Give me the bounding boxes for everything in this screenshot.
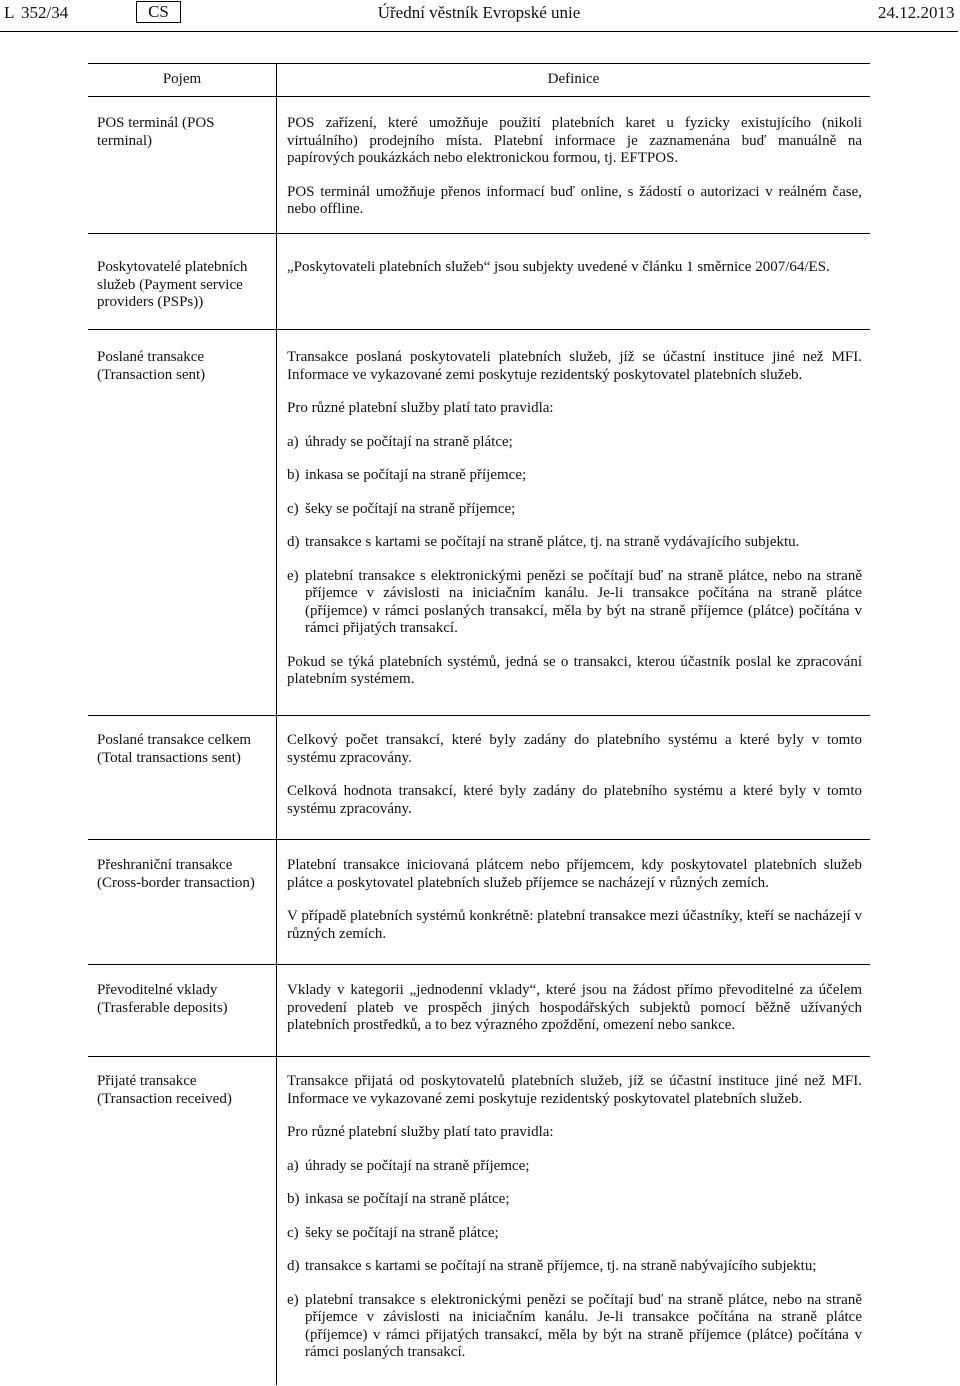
term-text: Přeshraniční transakce (Cross-border transaction) — [97, 857, 255, 891]
list-marker: a) — [287, 1157, 299, 1174]
definition-row-transaction-received — [88, 1057, 870, 1385]
definition-list-item — [287, 1258, 862, 1276]
definition-paragraph: V případě platebních systémů konkrétně: platební transakce mezi účastníky, kteří se nacházejí v různých zemích. — [287, 908, 862, 942]
definition-list-item — [287, 568, 862, 638]
list-marker: c) — [287, 1224, 299, 1241]
definition-row-transaction-sent — [88, 330, 870, 716]
list-marker: a) — [287, 433, 299, 450]
definition-list-item — [287, 1191, 862, 1209]
definition-paragraph: Transakce poslaná poskytovateli platebních služeb, jíž se účastní instituce jiné než MFI. Informace ve vykazované zemi poskytuje rezidentský poskytovatel platebních služeb. — [287, 349, 862, 383]
publication-date: 24.12.2013 — [878, 3, 955, 22]
list-marker: d) — [287, 534, 300, 550]
list-item-text: inkasa se počítají na straně plátce; — [305, 1191, 510, 1207]
definition-row-payment-service-providers — [88, 234, 870, 330]
term-cell — [88, 716, 277, 839]
term-cell — [88, 965, 277, 1056]
definition-paragraph: Platební transakce iniciovaná plátcem nebo příjemcem, kdy poskytovatel platebních služeb plátce a poskytovatel platebních služeb příjemce se nacházejí v různých zemích. — [287, 857, 862, 891]
definition-list-item — [287, 434, 862, 452]
journal-title: Úřední věstník Evropské unie — [377, 3, 581, 22]
definition-cell — [277, 840, 870, 964]
term-cell — [88, 330, 277, 715]
definition-cell — [277, 716, 870, 839]
list-marker: d) — [287, 1258, 300, 1274]
page-reference: L 352/34 — [4, 3, 69, 22]
term-cell — [88, 97, 277, 233]
list-item-text: úhrady se počítají na straně příjemce; — [305, 1157, 530, 1174]
definition-row-cross-border-transaction — [88, 840, 870, 965]
list-item-text: šeky se počítají na straně plátce; — [305, 1224, 499, 1241]
column-header-definition: Definice — [547, 71, 600, 88]
list-marker: b) — [287, 467, 300, 483]
list-item-text: šeky se počítají na straně příjemce; — [305, 500, 516, 517]
table-header-row — [88, 64, 870, 97]
list-marker: e) — [287, 1291, 299, 1308]
definition-cell — [277, 1057, 870, 1385]
definition-paragraph: POS terminál umožňuje přenos informací buď online, s žádostí o autorizaci v reálném čase, nebo offline. — [287, 183, 862, 217]
term-text: Převoditelné vklady (Trasferable deposits) — [97, 982, 228, 1016]
definition-list-item — [287, 534, 862, 552]
definition-paragraph: Celková hodnota transakcí, které byly zadány do platebního systému a které byly v tomto systému zpracovány. — [287, 783, 862, 817]
journal-header — [0, 0, 958, 32]
definition-cell — [277, 965, 870, 1056]
term-text: Poskytovatelé platebních služeb (Payment service providers (PSPs)) — [97, 259, 248, 310]
term-text: Přijaté transakce (Transaction received) — [97, 1073, 232, 1107]
definition-cell — [277, 234, 870, 329]
definition-paragraph: Vklady v kategorii „jednodenní vklady“, které jsou na žádost přímo převoditelné za účelem provedení plateb ve prospěch jiných hospodářských subjektů pomocí běžně užívaných platebních prostředků, a to bez výrazného zpoždění, omezení nebo sankce. — [287, 982, 862, 1033]
definition-paragraph: „Poskytovateli platebních služeb“ jsou subjekty uvedené v článku 1 směrnice 2007/64/ES. — [287, 259, 830, 275]
term-text: POS terminál (POS terminal) — [97, 115, 215, 149]
definitions-table — [88, 63, 870, 1385]
term-cell — [88, 1057, 277, 1385]
term-cell — [88, 840, 277, 964]
list-marker: e) — [287, 567, 299, 584]
definition-list-item — [287, 1225, 862, 1243]
list-item-text: platební transakce s elektronickými penězi se počítají buď na straně plátce, nebo na straně příjemce v závislosti na iniciačním kanálu. Je-li transakce počítána na straně plátce (příjemce) v rámci poslaných transakcí, měla by být na straně příjemce (plátce) počítána v rámci přijatých transakcí. — [305, 567, 862, 636]
definition-paragraph: Pokud se týká platebních systémů, jedná se o transakci, kterou účastník poslal ke zpracování platebním systémem. — [287, 653, 862, 687]
definition-paragraph: Celkový počet transakcí, které byly zadány do platebního systému a které byly v tomto systému zpracovány. — [287, 732, 862, 766]
term-text: Poslané transakce celkem (Total transactions sent) — [97, 732, 252, 766]
list-item-text: transakce s kartami se počítají na straně plátce, tj. na straně vydávajícího subjektu. — [305, 534, 800, 550]
definition-list-item — [287, 1158, 862, 1176]
definition-cell — [277, 330, 870, 715]
list-item-text: transakce s kartami se počítají na straně příjemce, tj. na straně nabývajícího subjektu; — [305, 1258, 817, 1274]
list-item-text: platební transakce s elektronickými penězi se počítají buď na straně plátce, nebo na straně příjemce v závislosti na iniciačním kanálu. Je-li transakce počítána na straně plátce (příjemce) v rámci přijatých transakcí, měla by být na straně příjemce (plátce) počítána v rámci poslaných transakcí. — [305, 1291, 862, 1360]
definition-paragraph: POS zařízení, které umožňuje použití platebních karet u fyzicky existujícího (nikoli virtuálního) prodejního místa. Platební informace je zaznamenána buď manuálně na papírových poukázkách nebo elektronickou formou, tj. EFTPOS. — [287, 115, 862, 166]
list-marker: b) — [287, 1191, 300, 1207]
definition-list-item — [287, 467, 862, 485]
definition-list-item — [287, 501, 862, 519]
term-text: Poslané transakce (Transaction sent) — [97, 349, 206, 383]
language-code-badge: CS — [136, 1, 181, 23]
definition-row-total-transactions-sent — [88, 716, 870, 840]
definition-row-pos-terminal — [88, 97, 870, 234]
definition-paragraph: Pro různé platební služby platí tato pravidla: — [287, 1124, 554, 1140]
definition-paragraph: Transakce přijatá od poskytovatelů platebních služeb, jíž se účastní instituce jiné než MFI. Informace ve vykazované zemi poskytuje rezidentský poskytovatel platebních služeb. — [287, 1073, 862, 1107]
definition-row-transferable-deposits — [88, 965, 870, 1057]
column-header-term: Pojem — [88, 64, 277, 96]
definition-cell — [277, 97, 870, 233]
definition-paragraph: Pro různé platební služby platí tato pravidla: — [287, 400, 554, 416]
list-marker: c) — [287, 500, 299, 517]
list-item-text: úhrady se počítají na straně plátce; — [305, 433, 513, 450]
term-cell — [88, 234, 277, 329]
definition-list-item — [287, 1292, 862, 1362]
list-item-text: inkasa se počítají na straně příjemce; — [305, 467, 527, 483]
